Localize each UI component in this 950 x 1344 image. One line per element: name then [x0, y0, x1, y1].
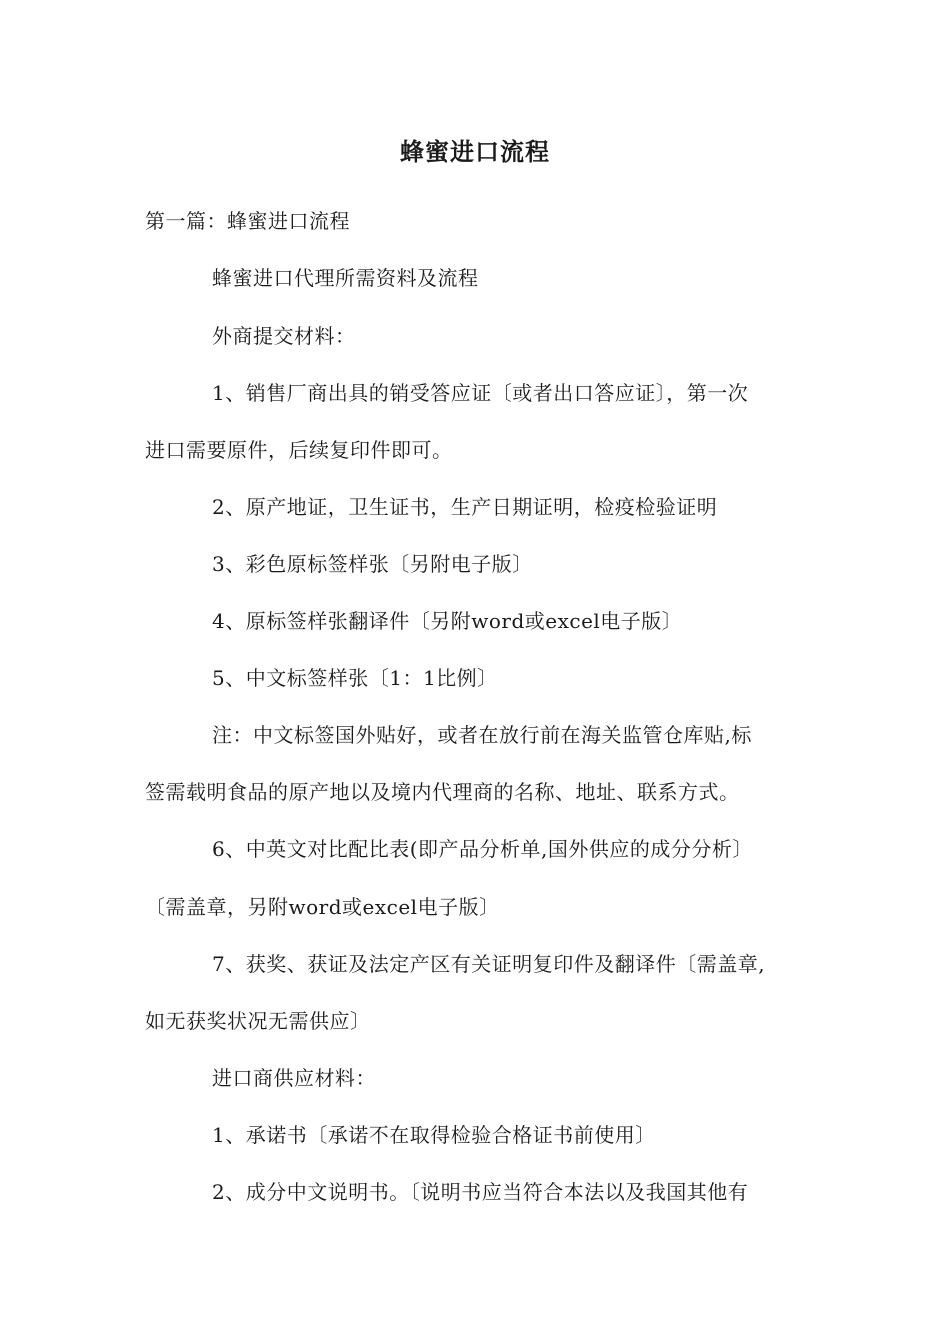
paragraph-subtitle: 蜂蜜进口代理所需资料及流程 [212, 266, 479, 290]
importer-item-2: 2、成分中文说明书。〔说明书应当符合本法以及我国其他有 [212, 1180, 749, 1204]
list-item-3: 3、彩色原标签样张〔另附电子版〕 [212, 552, 533, 576]
list-item-1: 1、销售厂商出具的销受答应证〔或者出口答应证〕，第一次 [212, 381, 749, 405]
document-title: 蜂蜜进口流程 [400, 137, 550, 166]
paragraph-heading-importer: 进口商供应材料： [212, 1066, 376, 1090]
note-paragraph: 注：中文标签国外贴好，或者在放行前在海关监管仓库贴,标 [212, 723, 752, 747]
paragraph-heading-foreign: 外商提交材料： [212, 324, 356, 348]
list-item-7: 7、获奖、获证及法定产区有关证明复印件及翻译件〔需盖章, [212, 952, 766, 976]
list-item-4: 4、原标签样张翻译件〔另附word或excel电子版〕 [212, 609, 683, 633]
importer-item-1: 1、承诺书〔承诺不在取得检验合格证书前使用〕 [212, 1123, 656, 1147]
section-heading: 第一篇：蜂蜜进口流程 [145, 209, 350, 233]
list-item-5: 5、中文标签样张〔1：1比例〕 [212, 666, 498, 690]
list-item-6-continued: 〔需盖章，另附word或excel电子版〕 [145, 895, 500, 919]
list-item-1-continued: 进口需要原件，后续复印件即可。 [145, 438, 453, 462]
note-paragraph-continued: 签需载明食品的原产地以及境内代理商的名称、地址、联系方式。 [145, 780, 740, 804]
list-item-2: 2、原产地证，卫生证书，生产日期证明，检疫检验证明 [212, 495, 718, 519]
list-item-7-continued: 如无获奖状况无需供应〕 [145, 1009, 371, 1033]
list-item-6: 6、中英文对比配比表(即产品分析单,国外供应的成分分析〕 [212, 837, 753, 861]
